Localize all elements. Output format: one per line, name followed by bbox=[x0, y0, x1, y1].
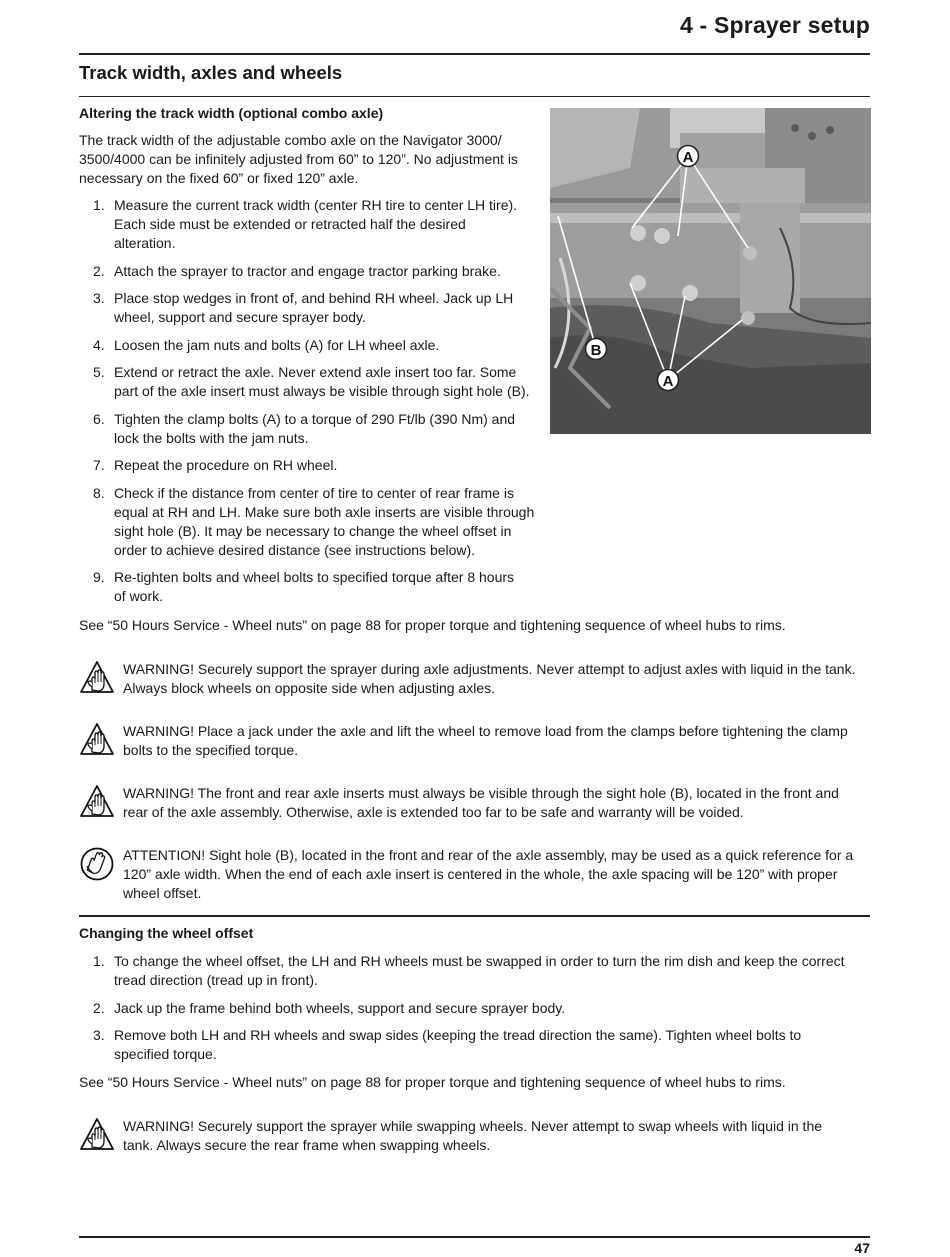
text-line: ATTENTION! Sight hole (B), located in the front and rear of the axle assembly, may be used as a quick reference for a bbox=[123, 847, 854, 863]
intro-paragraph bbox=[79, 131, 518, 188]
text-line: alteration. bbox=[114, 235, 176, 251]
see-reference-1: See “50 Hours Service - Wheel nuts” on page 88 for proper torque and tightening sequence of wheel hubs to rims. bbox=[79, 617, 786, 633]
text-line: Each side must be extended or retracted half the desired bbox=[114, 216, 466, 232]
step-number: 7. bbox=[93, 457, 105, 473]
step-number: 3. bbox=[93, 290, 105, 306]
warning-hand-icon bbox=[79, 1117, 115, 1153]
notice-text bbox=[123, 846, 873, 903]
subheading-altering-track-width: Altering the track width (optional combo axle) bbox=[79, 105, 384, 121]
text-line: Always block wheels on opposite side when adjusting axles. bbox=[123, 680, 495, 696]
text-line: WARNING! Securely support the sprayer while swapping wheels. Never attempt to swap wheels with liquid in the bbox=[123, 1118, 823, 1134]
text-line: WARNING! The front and rear axle inserts must always be visible through the sight hole (B), located in the front and bbox=[123, 785, 839, 801]
text-line: Remove both LH and RH wheels and swap sides (keeping the tread direction the same). Tighten wheel bolts to bbox=[114, 1027, 802, 1043]
page-number: 47 bbox=[854, 1240, 870, 1256]
warning-hand-icon bbox=[79, 784, 115, 820]
step-number: 8. bbox=[93, 484, 105, 501]
step-number: 1. bbox=[93, 953, 105, 969]
text-line: order to achieve desired distance (see instructions below). bbox=[114, 541, 476, 558]
text-line: lock the bolts with the jam nuts. bbox=[114, 429, 309, 446]
step-number: 5. bbox=[93, 364, 105, 380]
label-a-bottom: A bbox=[662, 373, 674, 390]
label-a-top: A bbox=[682, 149, 694, 166]
text-line: Measure the current track width (center RH tire to center LH tire). bbox=[114, 197, 518, 213]
text-line: Extend or retract the axle. Never extend axle insert too far. Some bbox=[114, 364, 517, 380]
callout-b bbox=[586, 339, 607, 360]
text-line: Check if the distance from center of tire to center of rear frame is bbox=[114, 484, 514, 501]
text-line: of work. bbox=[114, 588, 164, 604]
step-number: 2. bbox=[93, 999, 105, 1016]
warning-hand-icon bbox=[79, 722, 115, 758]
step-number: 9. bbox=[93, 569, 105, 585]
attention-hand-icon bbox=[79, 846, 115, 882]
text-line: sight hole (B). It may be necessary to change the wheel offset in bbox=[114, 522, 512, 539]
callout-a-top bbox=[678, 146, 699, 167]
list-item bbox=[79, 456, 534, 475]
text-line: equal at RH and LH. Make sure both axle inserts are visible through bbox=[114, 503, 535, 520]
notice-text bbox=[123, 784, 873, 822]
offset-divider bbox=[79, 915, 870, 917]
see-reference-2: See “50 Hours Service - Wheel nuts” on page 88 for proper torque and tightening sequence of wheel hubs to rims. bbox=[79, 1074, 786, 1090]
text-line: Attach the sprayer to tractor and engage tractor parking brake. bbox=[114, 262, 501, 279]
altering-steps-list bbox=[79, 196, 534, 615]
notice-text bbox=[123, 722, 873, 760]
text-line: tread direction (tread up in front). bbox=[114, 972, 318, 988]
label-b: B bbox=[590, 342, 602, 359]
text-line: The track width of the adjustable combo axle on the Navigator 3000/ bbox=[79, 132, 502, 148]
step-number: 6. bbox=[93, 410, 105, 427]
subheading-wheel-offset: Changing the wheel offset bbox=[79, 925, 254, 941]
text-line: Loosen the jam nuts and bolts (A) for LH wheel axle. bbox=[114, 336, 440, 353]
section-title: Track width, axles and wheels bbox=[79, 62, 343, 83]
list-item bbox=[79, 952, 845, 990]
list-item bbox=[79, 999, 845, 1018]
text-line: bolts to the specified torque. bbox=[123, 742, 299, 758]
list-item bbox=[79, 568, 534, 606]
text-line: Place stop wedges in front of, and behind RH wheel. Jack up LH bbox=[114, 290, 514, 306]
step-number: 2. bbox=[93, 262, 105, 279]
text-line: Jack up the frame behind both wheels, support and secure sprayer body. bbox=[114, 999, 566, 1016]
text-line: Re-tighten bolts and wheel bolts to specified torque after 8 hours bbox=[114, 569, 515, 585]
footer-divider bbox=[79, 1236, 870, 1238]
text-line: tank. Always secure the rear frame when swapping wheels. bbox=[123, 1137, 491, 1153]
header-divider bbox=[79, 53, 870, 55]
text-line: part of the axle insert must always be visible through sight hole (B). bbox=[114, 383, 530, 399]
list-item bbox=[79, 336, 534, 355]
text-line: To change the wheel offset, the LH and RH wheels must be swapped in order to turn the rim dish and keep the correct bbox=[114, 953, 845, 969]
notice-text bbox=[123, 660, 873, 698]
offset-steps-list bbox=[79, 952, 845, 1073]
notice-text bbox=[123, 1117, 873, 1155]
chapter-title: 4 - Sprayer setup bbox=[679, 12, 870, 38]
list-item bbox=[79, 363, 534, 401]
list-item bbox=[79, 484, 534, 560]
axle-photo bbox=[550, 108, 871, 434]
step-number: 3. bbox=[93, 1027, 105, 1043]
text-line: specified torque. bbox=[114, 1046, 217, 1062]
list-item bbox=[79, 196, 534, 253]
callout-a-bottom bbox=[658, 370, 679, 391]
text-line: WARNING! Place a jack under the axle and lift the wheel to remove load from the clamps before tightening the clamp bbox=[123, 723, 848, 739]
step-number: 1. bbox=[93, 197, 105, 213]
step-number: 4. bbox=[93, 336, 105, 353]
text-line: necessary on the fixed 60” or fixed 120” axle. bbox=[79, 170, 359, 186]
text-line: wheel, support and secure sprayer body. bbox=[114, 309, 366, 325]
section-divider bbox=[79, 96, 870, 97]
text-line: Repeat the procedure on RH wheel. bbox=[114, 457, 338, 473]
list-item bbox=[79, 289, 534, 327]
text-line: 120” axle width. When the end of each axle insert is centered in the whole, the axle spacing will be 120” with proper bbox=[123, 866, 838, 882]
axle-photo-illustration bbox=[550, 108, 871, 434]
list-item bbox=[79, 262, 534, 281]
warning-hand-icon bbox=[79, 660, 115, 696]
text-line: wheel offset. bbox=[123, 885, 202, 901]
text-line: rear of the axle assembly. Otherwise, axle is extended too far to be safe and warranty will be voided. bbox=[123, 804, 744, 820]
text-line: 3500/4000 can be infinitely adjusted from 60” to 120”. No adjustment is bbox=[79, 151, 518, 167]
list-item bbox=[79, 1026, 845, 1064]
list-item bbox=[79, 410, 534, 448]
text-line: Tighten the clamp bolts (A) to a torque of 290 Ft/lb (390 Nm) and bbox=[114, 410, 516, 427]
text-line: WARNING! Securely support the sprayer during axle adjustments. Never attempt to adjust axles with liquid in the tank. bbox=[123, 661, 856, 677]
